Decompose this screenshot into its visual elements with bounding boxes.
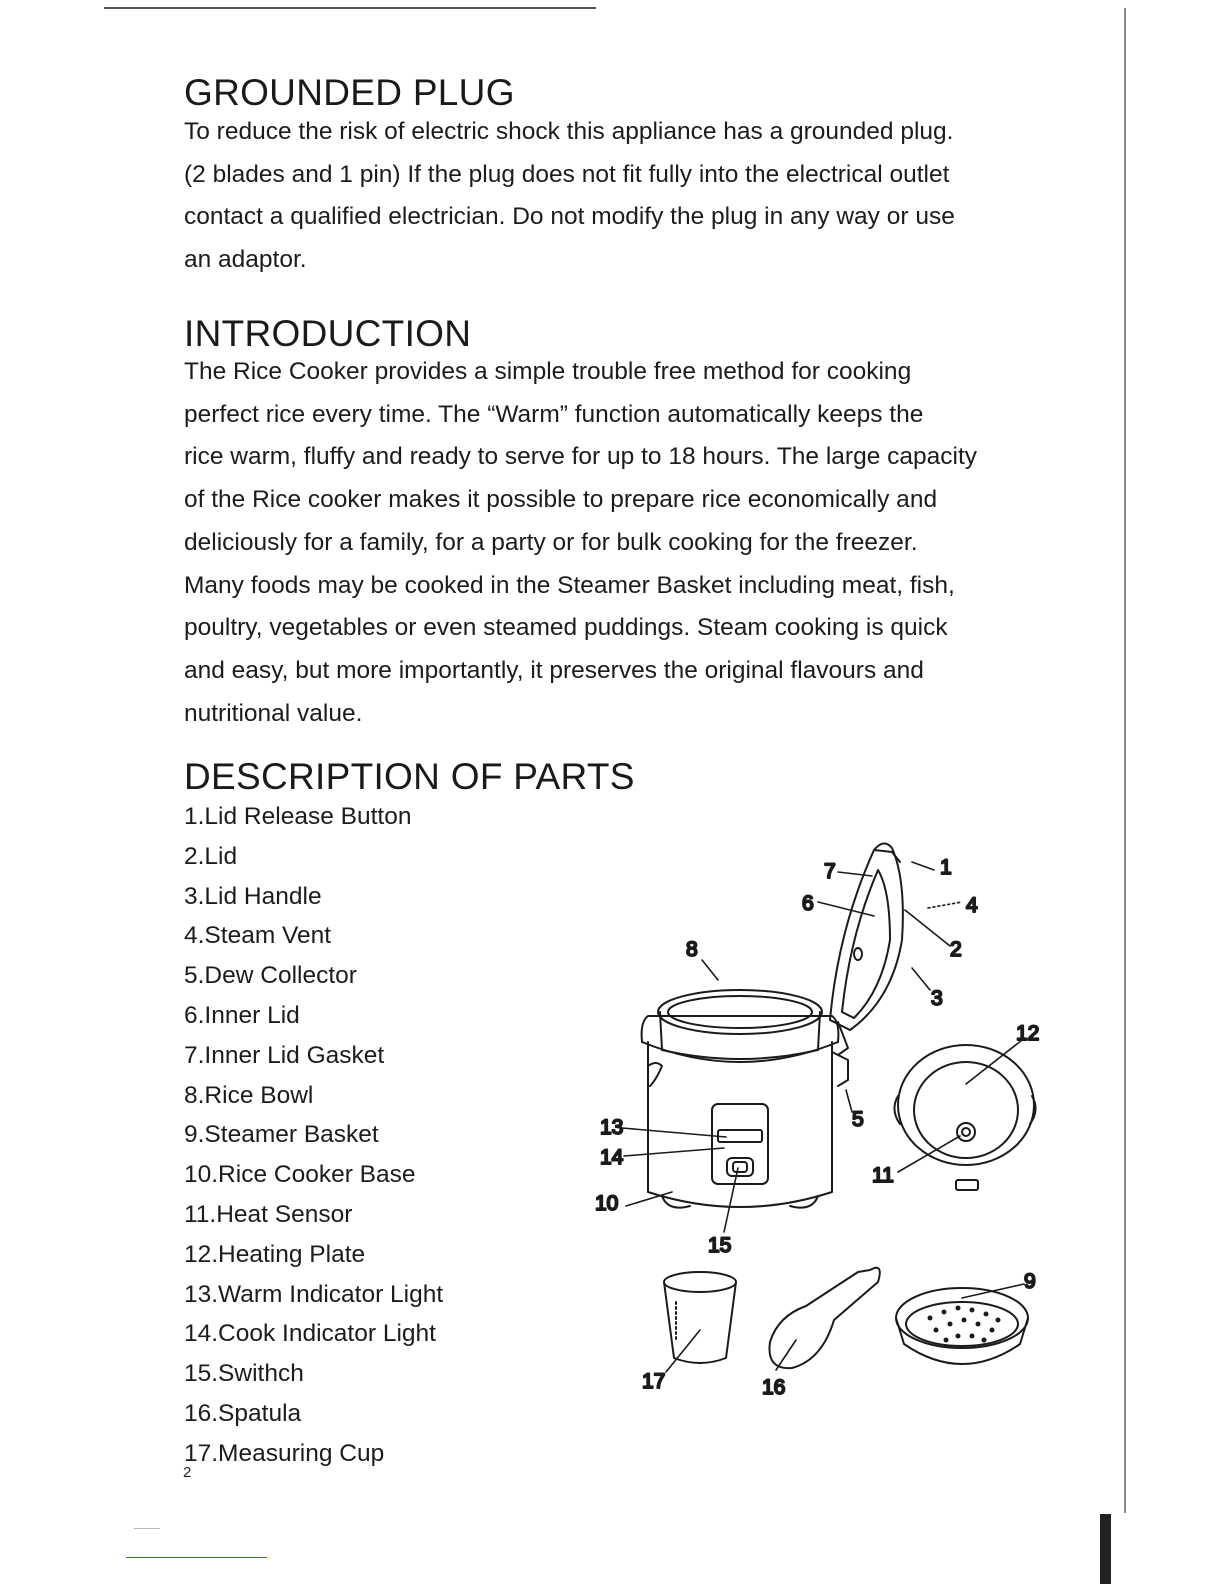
part-item: 11.Heat Sensor: [184, 1200, 353, 1228]
callout-16-label: 16: [762, 1376, 786, 1399]
introduction-line: perfect rice every time. The “Warm” function automatically keeps the: [184, 400, 924, 428]
callout-3-label: 3: [931, 987, 943, 1010]
callout-5-label: 5: [852, 1108, 864, 1131]
grounded-plug-paragraph: [184, 111, 1064, 282]
callout-12-label: 12: [1016, 1022, 1040, 1045]
part-item: 1.Lid Release Button: [184, 803, 412, 830]
callout-1-label: 1: [940, 856, 952, 879]
part-item: 15.Swithch: [184, 1360, 304, 1388]
bottom-rule: [126, 1557, 267, 1558]
callout-17-label: 17: [642, 1370, 666, 1393]
introduction-line: of the Rice cooker makes it possible to prepare rice economically and: [184, 486, 938, 514]
part-item: 14.Cook Indicator Light: [184, 1320, 436, 1348]
top-rule: [104, 7, 596, 9]
spatula-illustration: [769, 1268, 879, 1368]
grounded-plug-line: To reduce the risk of electric shock this appliance has a grounded plug.: [184, 118, 954, 145]
introduction-paragraph: [184, 351, 1064, 735]
part-item: 3.Lid Handle: [184, 882, 322, 910]
part-item: 10.Rice Cooker Base: [184, 1161, 416, 1189]
part-item: 12.Heating Plate: [184, 1240, 366, 1268]
introduction-line: nutritional value.: [184, 699, 363, 727]
callout-4-label: 4: [966, 894, 978, 917]
rice-cooker-parts-diagram: [580, 830, 1080, 1410]
page-edge-shadow: [1100, 1514, 1111, 1584]
part-item: 9.Steamer Basket: [184, 1121, 379, 1149]
part-item: 4.Steam Vent: [184, 922, 332, 950]
introduction-line: rice warm, fluffy and ready to serve for up to 18 hours. The large capacity: [184, 443, 978, 471]
introduction-line: poultry, vegetables or even steamed puddings. Steam cooking is quick: [184, 614, 948, 642]
callout-9-label: 9: [1024, 1270, 1036, 1293]
callout-15-label: 15: [708, 1234, 732, 1257]
part-item: 13.Warm Indicator Light: [184, 1280, 444, 1308]
part-item: 5.Dew Collector: [184, 962, 357, 990]
part-item: 17.Measuring Cup: [184, 1439, 385, 1467]
steamer-basket-illustration: [896, 1288, 1028, 1364]
grounded-plug-line: contact a qualified electrician. Do not modify the plug in any way or use: [184, 203, 955, 231]
introduction-line: deliciously for a family, for a party or for bulk cooking for the freezer.: [184, 528, 918, 556]
callout-7-label: 7: [824, 860, 836, 883]
part-item: 8.Rice Bowl: [184, 1081, 314, 1109]
measuring-cup-illustration: [664, 1272, 736, 1363]
part-item: 16.Spatula: [184, 1399, 302, 1427]
introduction-line: and easy, but more importantly, it preserves the original flavours and: [184, 656, 924, 684]
callout-11-label: 11: [872, 1164, 894, 1187]
callout-8-label: 8: [686, 938, 698, 961]
callout-6-label: 6: [802, 892, 814, 915]
parts-list: [184, 797, 443, 1474]
grounded-plug-line: an adaptor.: [184, 246, 307, 274]
part-item: 2.Lid: [184, 842, 238, 870]
callout-14-label: 14: [600, 1146, 624, 1169]
grounded-plug-heading: GROUNDED PLUG: [184, 72, 515, 113]
callout-13-label: 13: [600, 1116, 624, 1139]
scan-mark: [134, 1528, 160, 1529]
heating-plate-illustration: [894, 1045, 1035, 1190]
callout-10-label: 10: [595, 1192, 619, 1215]
rice-cooker-base-illustration: [642, 990, 848, 1208]
introduction-line: The Rice Cooker provides a simple trouble free method for cooking: [184, 358, 912, 385]
part-item: 7.Inner Lid Gasket: [184, 1041, 385, 1069]
description-of-parts-heading: DESCRIPTION OF PARTS: [184, 756, 635, 797]
grounded-plug-line: (2 blades and 1 pin) If the plug does not fit fully into the electrical outlet: [184, 160, 950, 188]
callout-2-label: 2: [950, 938, 962, 961]
introduction-line: Many foods may be cooked in the Steamer Basket including meat, fish,: [184, 571, 955, 599]
page-number: 2: [183, 1464, 192, 1481]
page-edge-line: [1124, 8, 1126, 1513]
introduction-heading: INTRODUCTION: [184, 313, 472, 354]
part-item: 6.Inner Lid: [184, 1001, 300, 1029]
